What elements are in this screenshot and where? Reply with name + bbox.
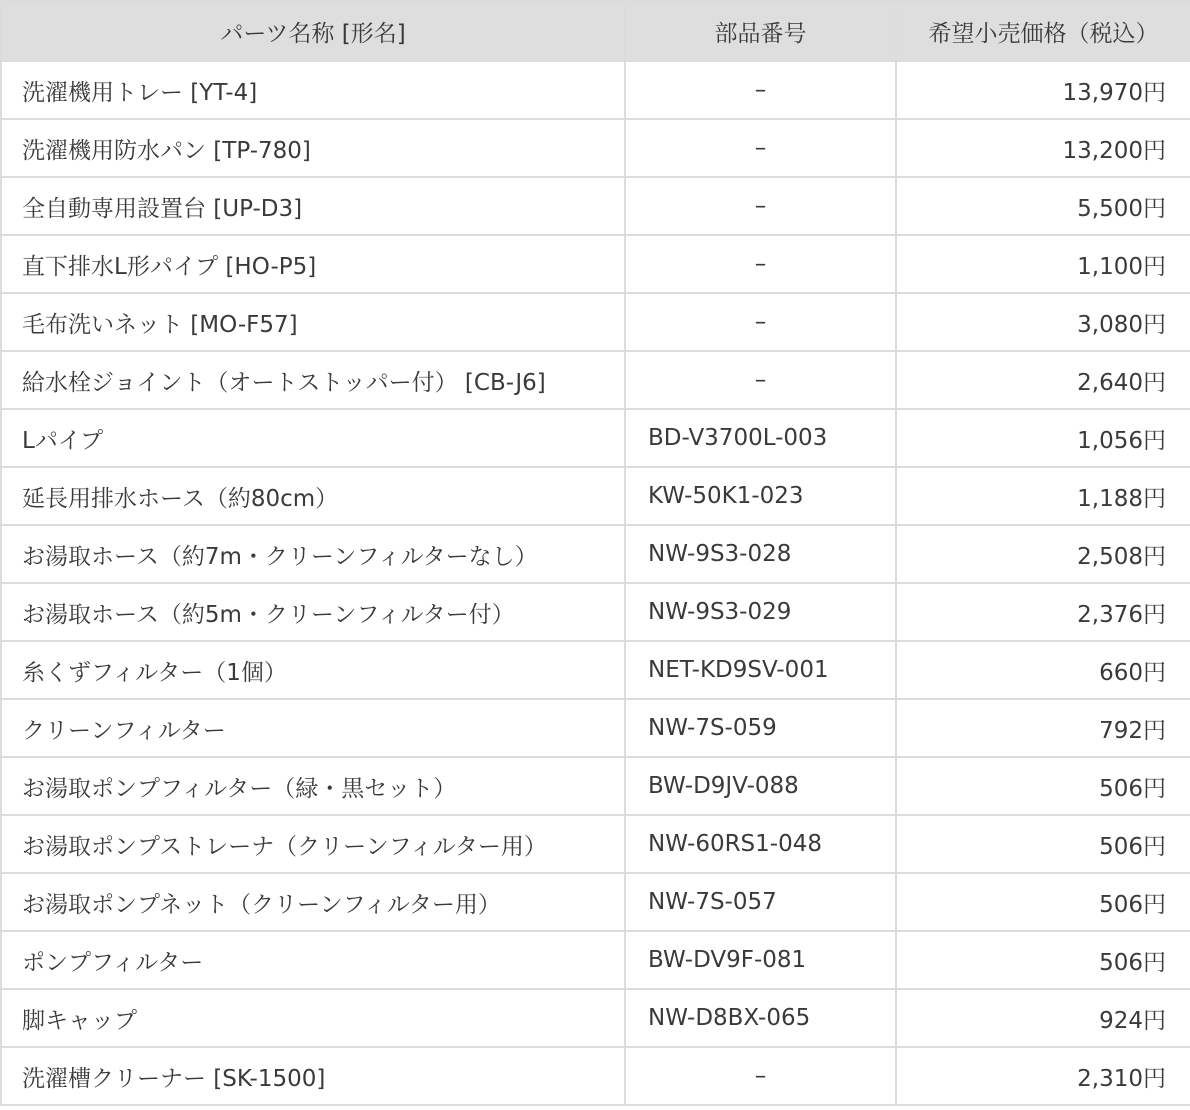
part-number-cell: KW-50K1-023 xyxy=(625,467,896,525)
part-name-cell: Lパイプ xyxy=(1,409,625,467)
table-row xyxy=(1,1047,1190,1105)
part-name-cell: お湯取ホース（約7m・クリーンフィルターなし） xyxy=(1,525,625,583)
part-name-cell: 直下排水L形パイプ [HO-P5] xyxy=(1,235,625,293)
price-cell: 2,310円 xyxy=(896,1047,1190,1105)
part-number-cell: NET-KD9SV-001 xyxy=(625,641,896,699)
part-name-cell: 洗濯槽クリーナー [SK-1500] xyxy=(1,1047,625,1105)
table-row xyxy=(1,177,1190,235)
table-row xyxy=(1,119,1190,177)
part-number-cell: BD-V3700L-003 xyxy=(625,409,896,467)
header-part-number: 部品番号 xyxy=(625,1,896,61)
part-number-cell: BW-DV9F-081 xyxy=(625,931,896,989)
part-number-cell: – xyxy=(625,177,896,235)
part-name-cell: 全自動専用設置台 [UP-D3] xyxy=(1,177,625,235)
part-name-cell: 洗濯機用防水パン [TP-780] xyxy=(1,119,625,177)
price-cell: 13,970円 xyxy=(896,61,1190,119)
table-row xyxy=(1,351,1190,409)
part-number-cell: – xyxy=(625,119,896,177)
table-row xyxy=(1,525,1190,583)
part-name-cell: お湯取ホース（約5m・クリーンフィルター付） xyxy=(1,583,625,641)
part-name-cell: 延長用排水ホース（約80cm） xyxy=(1,467,625,525)
price-cell: 2,640円 xyxy=(896,351,1190,409)
price-cell: 2,376円 xyxy=(896,583,1190,641)
price-cell: 3,080円 xyxy=(896,293,1190,351)
price-cell: 1,188円 xyxy=(896,467,1190,525)
table-body xyxy=(1,61,1190,1105)
table-row xyxy=(1,61,1190,119)
part-name-cell: 糸くずフィルター（1個） xyxy=(1,641,625,699)
part-name-cell: ポンプフィルター xyxy=(1,931,625,989)
part-name-cell: お湯取ポンプフィルター（緑・黒セット） xyxy=(1,757,625,815)
part-number-cell: NW-D8BX-065 xyxy=(625,989,896,1047)
price-cell: 660円 xyxy=(896,641,1190,699)
table-row xyxy=(1,989,1190,1047)
table-row xyxy=(1,467,1190,525)
price-cell: 506円 xyxy=(896,931,1190,989)
part-name-cell: 給水栓ジョイント（オートストッパー付） [CB-J6] xyxy=(1,351,625,409)
part-name-cell: お湯取ポンプネット（クリーンフィルター用） xyxy=(1,873,625,931)
part-number-cell: NW-9S3-028 xyxy=(625,525,896,583)
table-row xyxy=(1,583,1190,641)
header-row xyxy=(1,1,1190,61)
table-row xyxy=(1,293,1190,351)
price-cell: 1,100円 xyxy=(896,235,1190,293)
price-cell: 924円 xyxy=(896,989,1190,1047)
price-cell: 13,200円 xyxy=(896,119,1190,177)
table-row xyxy=(1,931,1190,989)
price-cell: 792円 xyxy=(896,699,1190,757)
price-cell: 506円 xyxy=(896,873,1190,931)
part-number-cell: NW-60RS1-048 xyxy=(625,815,896,873)
part-number-cell: – xyxy=(625,1047,896,1105)
table-row xyxy=(1,235,1190,293)
price-cell: 5,500円 xyxy=(896,177,1190,235)
table-row xyxy=(1,757,1190,815)
part-name-cell: 毛布洗いネット [MO-F57] xyxy=(1,293,625,351)
table-row xyxy=(1,873,1190,931)
part-number-cell: NW-7S-057 xyxy=(625,873,896,931)
table-row xyxy=(1,641,1190,699)
price-cell: 1,056円 xyxy=(896,409,1190,467)
part-name-cell: 洗濯機用トレー [YT-4] xyxy=(1,61,625,119)
table-header xyxy=(1,1,1190,61)
part-name-cell: お湯取ポンプストレーナ（クリーンフィルター用） xyxy=(1,815,625,873)
part-number-cell: – xyxy=(625,61,896,119)
part-number-cell: – xyxy=(625,235,896,293)
header-part-name: パーツ名称 [形名] xyxy=(1,1,625,61)
part-number-cell: NW-7S-059 xyxy=(625,699,896,757)
table-row xyxy=(1,409,1190,467)
part-name-cell: クリーンフィルター xyxy=(1,699,625,757)
part-number-cell: BW-D9JV-088 xyxy=(625,757,896,815)
price-cell: 2,508円 xyxy=(896,525,1190,583)
part-number-cell: NW-9S3-029 xyxy=(625,583,896,641)
part-number-cell: – xyxy=(625,293,896,351)
header-retail-price: 希望小売価格（税込） xyxy=(896,1,1190,61)
table-row xyxy=(1,815,1190,873)
part-name-cell: 脚キャップ xyxy=(1,989,625,1047)
price-cell: 506円 xyxy=(896,815,1190,873)
table-row xyxy=(1,699,1190,757)
price-cell: 506円 xyxy=(896,757,1190,815)
part-number-cell: – xyxy=(625,351,896,409)
